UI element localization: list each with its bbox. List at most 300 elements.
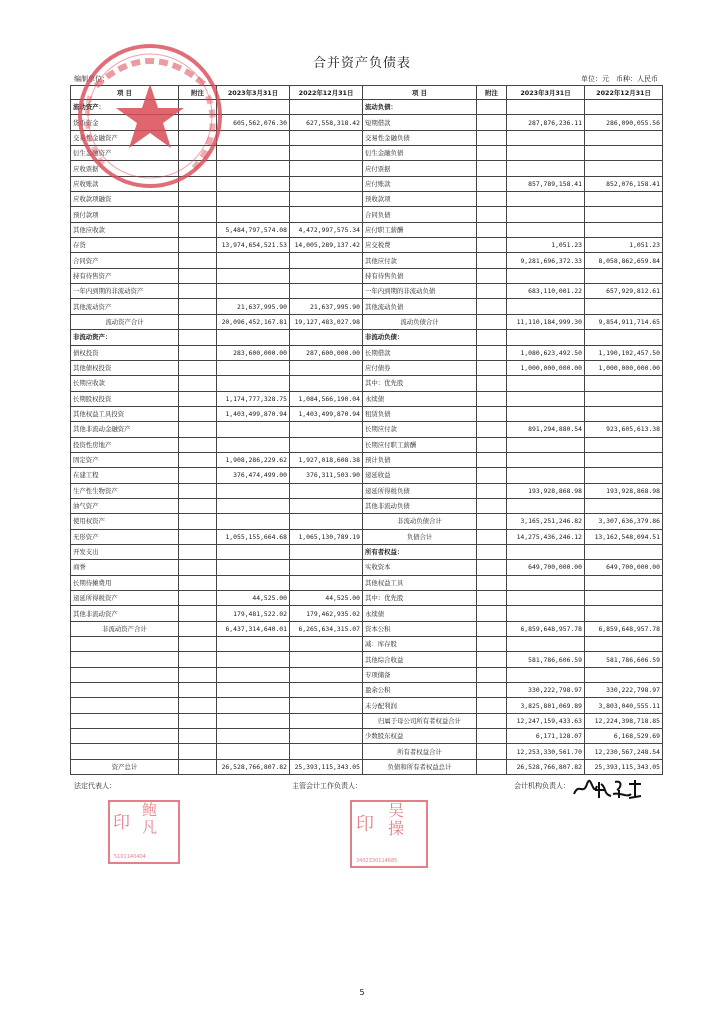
right-note-cell (477, 238, 507, 253)
left-current-value: 283,600,000.00 (217, 345, 290, 360)
right-item-label: 负债和所有者权益总计 (363, 759, 477, 774)
left-item-label: 其他流动资产 (71, 299, 179, 314)
left-current-value: 605,562,076.30 (217, 115, 290, 130)
left-note-cell (179, 391, 217, 406)
prepared-by: 编制单位： (74, 75, 109, 83)
left-item-label: 交易性金融资产 (71, 130, 179, 145)
right-current-value: 12,247,159,433.63 (507, 713, 585, 728)
left-note-cell (179, 683, 217, 698)
left-current-value (217, 514, 290, 529)
right-item-label: 归属于母公司所有者权益合计 (363, 713, 477, 728)
seal-2-mark: 印 (356, 814, 374, 835)
right-item-label: 预收款项 (363, 192, 477, 207)
right-item-label: 其他权益工具 (363, 575, 477, 590)
table-row (71, 238, 663, 253)
left-current-value (217, 698, 290, 713)
left-prior-value: 14,005,289,137.42 (290, 238, 363, 253)
right-prior-value: 25,393,115,343.05 (585, 759, 663, 774)
right-item-label: 其中：优先股 (363, 591, 477, 606)
left-prior-value (290, 130, 363, 145)
right-current-value (507, 544, 585, 559)
right-current-value: 857,789,158.41 (507, 176, 585, 191)
right-current-value: 1,000,000,000.00 (507, 360, 585, 375)
right-current-value: 287,876,236.11 (507, 115, 585, 130)
left-note-cell (179, 560, 217, 575)
left-prior-value: 6,265,634,315.07 (290, 621, 363, 636)
personal-seal-1 (108, 800, 180, 864)
left-note-cell (179, 575, 217, 590)
table-row (71, 452, 663, 467)
left-note-cell (179, 468, 217, 483)
left-note-cell (179, 652, 217, 667)
left-note-cell (179, 606, 217, 621)
left-prior-value: 1,927,018,608.38 (290, 452, 363, 467)
right-item-label: 持有待售负债 (363, 268, 477, 283)
left-prior-value (290, 483, 363, 498)
right-prior-value (585, 452, 663, 467)
table-row (71, 637, 663, 652)
right-current-value (507, 130, 585, 145)
left-prior-value (290, 544, 363, 559)
right-item-label: 长期应付职工薪酬 (363, 437, 477, 452)
right-prior-value (585, 146, 663, 161)
table-row (71, 222, 663, 237)
left-item-label (71, 683, 179, 698)
left-current-value (217, 637, 290, 652)
left-current-value: 5,484,797,574.08 (217, 222, 290, 237)
right-prior-value (585, 130, 663, 145)
table-row (71, 529, 663, 544)
left-current-value (217, 376, 290, 391)
right-prior-value: 8,058,862,659.84 (585, 253, 663, 268)
left-item-label: 存货 (71, 238, 179, 253)
right-note-cell (477, 560, 507, 575)
left-note-cell (179, 406, 217, 421)
right-prior-value (585, 591, 663, 606)
left-current-value: 6,437,314,640.01 (217, 621, 290, 636)
left-item-label: 开发支出 (71, 544, 179, 559)
right-item-label: 其他应付款 (363, 253, 477, 268)
right-prior-value (585, 667, 663, 682)
table-row (71, 759, 663, 774)
right-prior-value (585, 406, 663, 421)
seal-2-char-1: 吴 (388, 801, 405, 820)
left-current-value (217, 284, 290, 299)
left-current-value: 21,637,995.90 (217, 299, 290, 314)
right-note-cell (477, 698, 507, 713)
left-item-label: 长期应收款 (71, 376, 179, 391)
left-prior-value (290, 575, 363, 590)
right-note-cell (477, 544, 507, 559)
left-item-label (71, 667, 179, 682)
right-item-label: 递延收益 (363, 468, 477, 483)
left-prior-value (290, 100, 363, 115)
left-prior-value (290, 284, 363, 299)
right-item-label: 交易性金融负债 (363, 130, 477, 145)
left-prior-value: 376,311,503.90 (290, 468, 363, 483)
right-current-value (507, 575, 585, 590)
right-item-label: 应付债券 (363, 360, 477, 375)
left-item-label: 其他非流动资产 (71, 606, 179, 621)
right-prior-value (585, 391, 663, 406)
left-item-label (71, 713, 179, 728)
right-prior-value: 9,854,911,714.65 (585, 314, 663, 329)
right-prior-value (585, 544, 663, 559)
seal-2-char-2: 操 (388, 819, 405, 838)
left-note-cell (179, 483, 217, 498)
right-prior-value: 330,222,798.97 (585, 683, 663, 698)
right-note-cell (477, 222, 507, 237)
left-prior-value (290, 161, 363, 176)
table-row (71, 560, 663, 575)
right-note-cell (477, 667, 507, 682)
table-row (71, 744, 663, 759)
left-current-value (217, 268, 290, 283)
left-note-cell (179, 376, 217, 391)
right-item-label: 非流动负债合计 (363, 514, 477, 529)
table-row (71, 330, 663, 345)
left-prior-value (290, 667, 363, 682)
right-prior-value: 1,000,000,000.00 (585, 360, 663, 375)
right-note-cell (477, 591, 507, 606)
seal-1-char-1: 鲍 (142, 801, 158, 819)
right-current-value: 6,171,128.07 (507, 729, 585, 744)
right-current-value: 649,700,000.00 (507, 560, 585, 575)
left-item-label (71, 729, 179, 744)
right-prior-value (585, 606, 663, 621)
left-note-cell (179, 667, 217, 682)
right-note-cell (477, 330, 507, 345)
right-item-label: 其他综合收益 (363, 652, 477, 667)
right-note-cell (477, 115, 507, 130)
personal-seal-2 (350, 800, 428, 868)
right-current-value: 26,528,766,807.82 (507, 759, 585, 774)
right-current-value: 6,859,648,957.78 (507, 621, 585, 636)
left-note-cell (179, 222, 217, 237)
right-item-label: 资本公积 (363, 621, 477, 636)
left-item-label: 货币资金 (71, 115, 179, 130)
table-row (71, 729, 663, 744)
left-note-cell (179, 744, 217, 759)
header-note-right: 附注 (477, 86, 507, 100)
left-item-label (71, 698, 179, 713)
right-note-cell (477, 529, 507, 544)
right-current-value (507, 268, 585, 283)
right-prior-value: 1,051.23 (585, 238, 663, 253)
table-row (71, 683, 663, 698)
left-current-value: 179,481,522.02 (217, 606, 290, 621)
legal-representative-label: 法定代表人： (74, 782, 116, 790)
table-row (71, 437, 663, 452)
left-item-label: 固定资产 (71, 452, 179, 467)
seal-star-icon (116, 84, 184, 148)
left-prior-value: 4,472,997,575.34 (290, 222, 363, 237)
left-note-cell (179, 729, 217, 744)
table-row (71, 207, 663, 222)
right-note-cell (477, 299, 507, 314)
left-prior-value (290, 146, 363, 161)
right-note-cell (477, 100, 507, 115)
table-row (71, 652, 663, 667)
right-prior-value (585, 330, 663, 345)
left-item-label: 生产性生物资产 (71, 483, 179, 498)
left-item-label: 长期股权投资 (71, 391, 179, 406)
right-prior-value (585, 161, 663, 176)
left-prior-value (290, 652, 363, 667)
left-current-value (217, 498, 290, 513)
left-item-label: 递延所得税资产 (71, 591, 179, 606)
left-current-value (217, 253, 290, 268)
right-prior-value (585, 437, 663, 452)
left-prior-value: 19,127,483,027.98 (290, 314, 363, 329)
right-item-label: 长期应付款 (363, 422, 477, 437)
right-note-cell (477, 606, 507, 621)
left-item-label: 衍生金融资产 (71, 146, 179, 161)
right-item-label: 长期借款 (363, 345, 477, 360)
left-prior-value (290, 192, 363, 207)
right-item-label: 衍生金融负债 (363, 146, 477, 161)
left-note-cell (179, 207, 217, 222)
left-prior-value: 1,403,499,870.94 (290, 406, 363, 421)
right-note-cell (477, 621, 507, 636)
right-item-label: 租赁负债 (363, 406, 477, 421)
right-note-cell (477, 452, 507, 467)
seal-1-code: 5101140404 (114, 854, 146, 860)
right-current-value (507, 591, 585, 606)
left-item-label: 商誉 (71, 560, 179, 575)
left-item-label: 非流动资产： (71, 330, 179, 345)
right-current-value: 3,825,801,069.89 (507, 698, 585, 713)
seal-1-char-2: 凡 (142, 818, 158, 836)
right-current-value (507, 330, 585, 345)
table-row (71, 698, 663, 713)
right-prior-value (585, 376, 663, 391)
right-current-value: 193,928,868.98 (507, 483, 585, 498)
left-current-value (217, 437, 290, 452)
right-note-cell (477, 253, 507, 268)
header-note-left: 附注 (179, 86, 217, 100)
right-note-cell (477, 652, 507, 667)
left-prior-value (290, 514, 363, 529)
right-prior-value: 923,605,613.38 (585, 422, 663, 437)
right-current-value: 12,253,330,561.70 (507, 744, 585, 759)
left-note-cell (179, 284, 217, 299)
table-row (71, 422, 663, 437)
right-prior-value: 13,162,548,094.51 (585, 529, 663, 544)
right-current-value (507, 391, 585, 406)
left-prior-value (290, 713, 363, 728)
left-item-label: 在建工程 (71, 468, 179, 483)
right-current-value (507, 468, 585, 483)
right-item-label: 减：库存股 (363, 637, 477, 652)
right-current-value (507, 222, 585, 237)
left-prior-value (290, 698, 363, 713)
table-row (71, 575, 663, 590)
right-item-label: 应付职工薪酬 (363, 222, 477, 237)
left-prior-value (290, 268, 363, 283)
right-current-value (507, 192, 585, 207)
right-item-label: 实收资本 (363, 560, 477, 575)
left-item-label: 其他债权投资 (71, 360, 179, 375)
right-current-value: 11,110,184,999.30 (507, 314, 585, 329)
left-prior-value: 1,084,566,190.04 (290, 391, 363, 406)
right-prior-value (585, 192, 663, 207)
left-current-value: 1,055,155,664.68 (217, 529, 290, 544)
table-row (71, 314, 663, 329)
left-item-label: 一年内到期的非流动资产 (71, 284, 179, 299)
right-note-cell (477, 176, 507, 191)
left-prior-value: 21,637,995.90 (290, 299, 363, 314)
finance-head-label: 会计机构负责人： (514, 782, 570, 790)
right-prior-value (585, 222, 663, 237)
left-prior-value (290, 360, 363, 375)
right-note-cell (477, 360, 507, 375)
left-current-value: 1,908,286,229.62 (217, 452, 290, 467)
header-prior-right: 2022年12月31日 (585, 86, 663, 100)
left-current-value: 1,174,777,328.75 (217, 391, 290, 406)
seal-2-code: 3402330114685 (356, 858, 398, 864)
right-note-cell (477, 468, 507, 483)
left-item-label: 流动资产合计 (71, 314, 179, 329)
right-item-label: 永续债 (363, 606, 477, 621)
right-note-cell (477, 759, 507, 774)
right-note-cell (477, 713, 507, 728)
left-item-label: 持有待售资产 (71, 268, 179, 283)
right-prior-value: 193,928,868.98 (585, 483, 663, 498)
right-prior-value: 3,803,040,555.11 (585, 698, 663, 713)
right-item-label: 应付票据 (363, 161, 477, 176)
right-item-label: 其他流动负债 (363, 299, 477, 314)
right-prior-value: 852,076,158.41 (585, 176, 663, 191)
right-prior-value: 12,230,567,248.54 (585, 744, 663, 759)
table-row (71, 284, 663, 299)
left-note-cell (179, 529, 217, 544)
right-prior-value: 649,700,000.00 (585, 560, 663, 575)
right-note-cell (477, 729, 507, 744)
header-current-right: 2023年3月31日 (507, 86, 585, 100)
right-item-label: 非流动负债： (363, 330, 477, 345)
right-current-value: 3,165,251,246.82 (507, 514, 585, 529)
left-item-label: 资产总计 (71, 759, 179, 774)
left-item-label: 无形资产 (71, 529, 179, 544)
right-item-label: 合同负债 (363, 207, 477, 222)
right-item-label: 流动负债： (363, 100, 477, 115)
left-prior-value (290, 637, 363, 652)
right-item-label: 永续债 (363, 391, 477, 406)
right-note-cell (477, 498, 507, 513)
left-note-cell (179, 544, 217, 559)
right-prior-value: 1,190,102,457.50 (585, 345, 663, 360)
right-prior-value (585, 575, 663, 590)
right-prior-value: 6,168,529.69 (585, 729, 663, 744)
left-current-value (217, 560, 290, 575)
header-current-left: 2023年3月31日 (217, 86, 290, 100)
left-note-cell (179, 437, 217, 452)
right-note-cell (477, 391, 507, 406)
right-current-value (507, 406, 585, 421)
left-note-cell (179, 759, 217, 774)
left-note-cell (179, 452, 217, 467)
right-item-label: 预计负债 (363, 452, 477, 467)
left-prior-value: 25,393,115,343.05 (290, 759, 363, 774)
table-row (71, 299, 663, 314)
table-row (71, 406, 663, 421)
right-current-value: 9,281,696,372.33 (507, 253, 585, 268)
right-current-value: 1,051.23 (507, 238, 585, 253)
left-current-value: 44,525.00 (217, 591, 290, 606)
right-current-value (507, 299, 585, 314)
table-row (71, 621, 663, 636)
right-item-label: 未分配利润 (363, 698, 477, 713)
right-item-label: 少数股东权益 (363, 729, 477, 744)
left-current-value: 376,474,499.00 (217, 468, 290, 483)
left-item-label: 其他应收款 (71, 222, 179, 237)
table-row (71, 468, 663, 483)
table-row (71, 345, 663, 360)
left-item-label (71, 744, 179, 759)
right-item-label: 专项储备 (363, 667, 477, 682)
left-note-cell (179, 621, 217, 636)
right-note-cell (477, 437, 507, 452)
left-item-label: 使用权资产 (71, 514, 179, 529)
right-note-cell (477, 406, 507, 421)
right-note-cell (477, 268, 507, 283)
right-current-value: 683,110,001.22 (507, 284, 585, 299)
left-current-value (217, 330, 290, 345)
left-current-value (217, 683, 290, 698)
left-item-label: 应收款项融资 (71, 192, 179, 207)
right-item-label: 其他非流动负债 (363, 498, 477, 513)
right-note-cell (477, 161, 507, 176)
left-prior-value: 1,065,130,789.19 (290, 529, 363, 544)
right-current-value (507, 667, 585, 682)
right-prior-value (585, 100, 663, 115)
right-current-value: 891,294,880.54 (507, 422, 585, 437)
left-current-value (217, 483, 290, 498)
right-prior-value (585, 207, 663, 222)
left-item-label (71, 637, 179, 652)
left-current-value (217, 744, 290, 759)
left-item-label: 债权投资 (71, 345, 179, 360)
right-prior-value (585, 498, 663, 513)
right-current-value: 581,786,606.59 (507, 652, 585, 667)
right-item-label: 一年内到期的非流动负债 (363, 284, 477, 299)
left-note-cell (179, 314, 217, 329)
right-note-cell (477, 637, 507, 652)
left-current-value (217, 360, 290, 375)
right-note-cell (477, 683, 507, 698)
left-prior-value: 44,525.00 (290, 591, 363, 606)
left-prior-value (290, 729, 363, 744)
left-item-label: 其他权益工具投资 (71, 406, 179, 421)
left-current-value: 13,974,654,521.53 (217, 238, 290, 253)
left-item-label: 投资性房地产 (71, 437, 179, 452)
right-prior-value (585, 268, 663, 283)
page-number: 5 (359, 988, 365, 997)
left-prior-value (290, 330, 363, 345)
right-note-cell (477, 192, 507, 207)
left-current-value: 1,403,499,870.94 (217, 406, 290, 421)
table-row (71, 268, 663, 283)
right-item-label: 负债合计 (363, 529, 477, 544)
left-item-label: 长期待摊费用 (71, 575, 179, 590)
table-row (71, 591, 663, 606)
right-current-value (507, 207, 585, 222)
right-prior-value: 657,929,812.61 (585, 284, 663, 299)
left-current-value (217, 422, 290, 437)
company-seal-stamp (66, 36, 236, 196)
right-current-value (507, 100, 585, 115)
